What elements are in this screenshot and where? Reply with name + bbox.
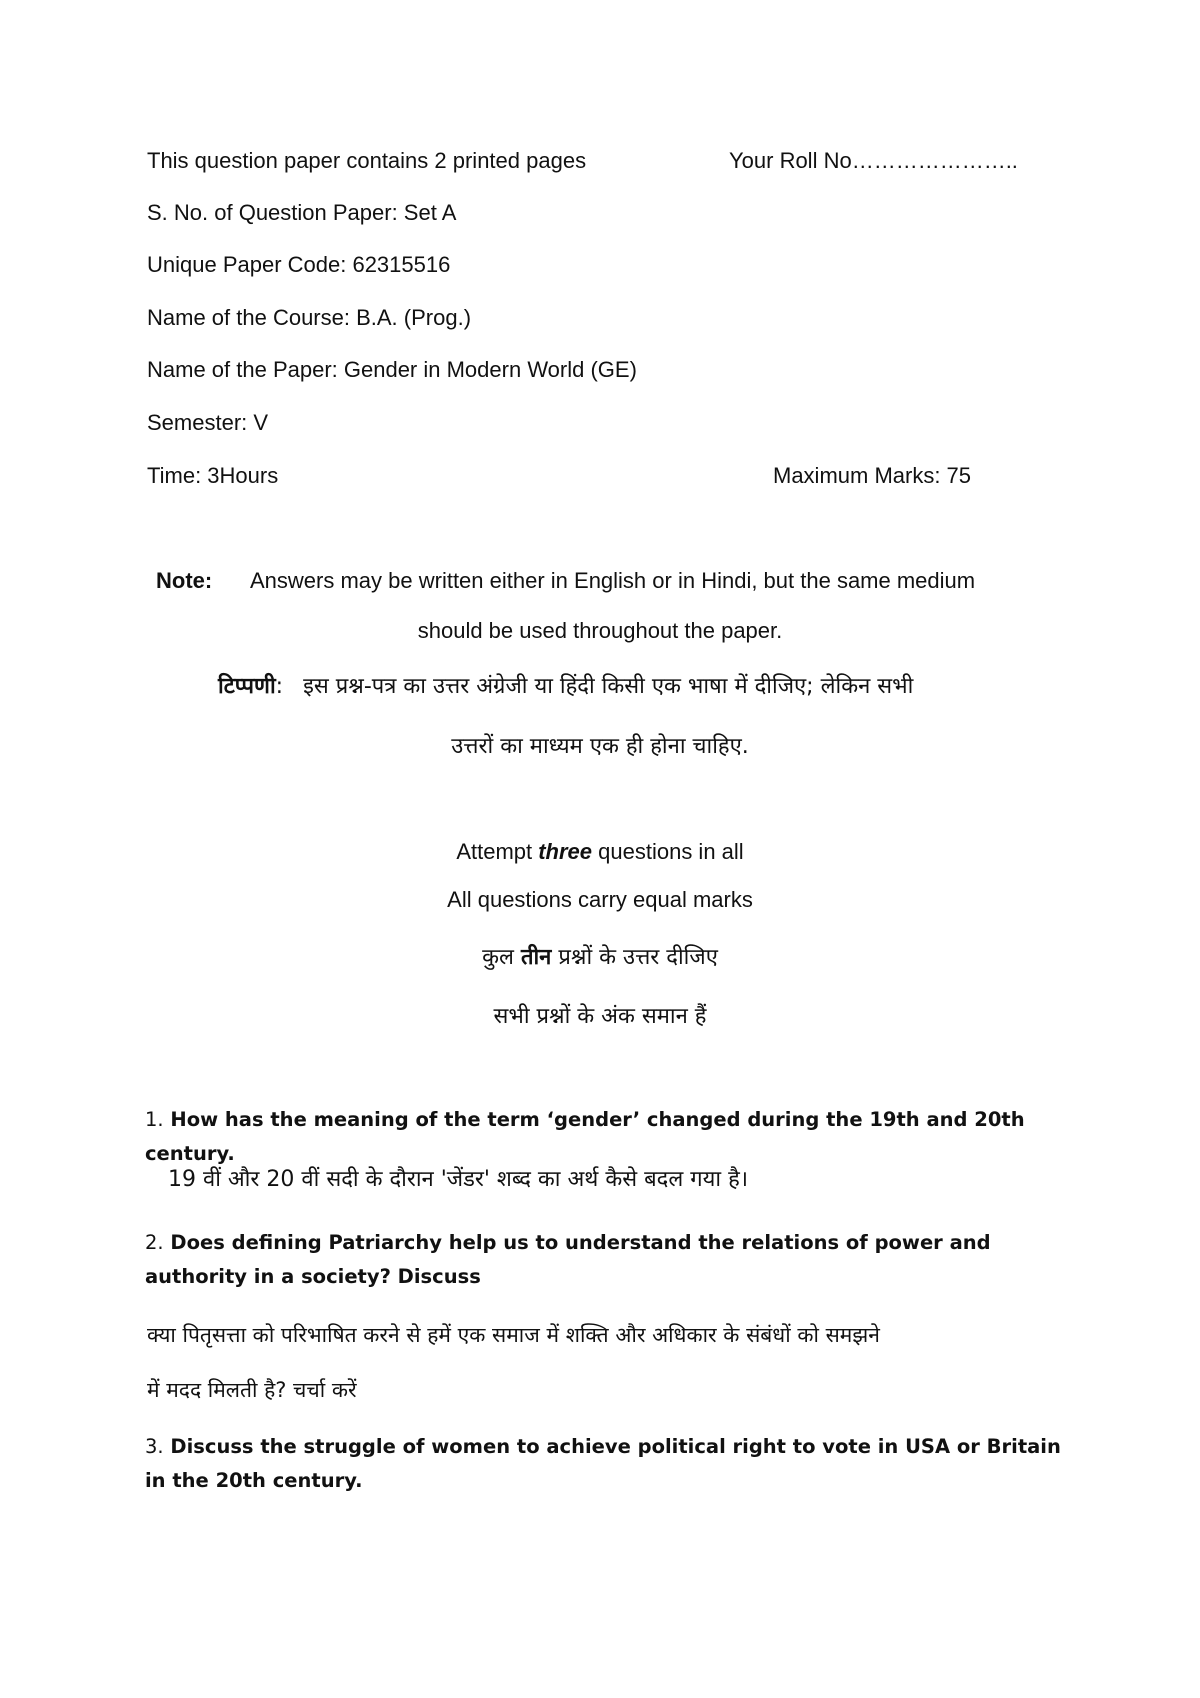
- semester: Semester: V: [147, 410, 269, 435]
- hindi-attempt-pre: कुल: [482, 945, 521, 970]
- exam-time: Time: 3Hours: [147, 463, 279, 488]
- paper-name: Name of the Paper: Gender in Modern World (GE): [147, 357, 637, 382]
- question-2-english: Does defining Patriarchy help us to understand the relations of power and authority in a society? Discuss: [145, 1231, 991, 1288]
- hindi-attempt-instruction: [0, 944, 1200, 972]
- hindi-note-line-2: उत्तरों का माध्यम एक ही होना चाहिए.: [451, 734, 749, 759]
- question-1-english: How has the meaning of the term ‘gender’ changed during the 19th and 20th century.: [145, 1108, 1025, 1165]
- question-number: 2.: [145, 1231, 164, 1254]
- question-number: 3.: [145, 1435, 164, 1458]
- attempt-post: questions in all: [592, 839, 744, 864]
- hindi-note-colon: :: [275, 674, 284, 699]
- hindi-note-line-1: इस प्रश्न-पत्र का उत्तर अंग्रेजी या हिंदी किसी एक भाषा में दीजिए; लेकिन सभी: [303, 674, 914, 699]
- question-number: 1.: [145, 1108, 164, 1131]
- attempt-pre: Attempt: [456, 839, 539, 864]
- maximum-marks: Maximum Marks: 75: [773, 463, 972, 488]
- attempt-instruction: [0, 838, 1200, 866]
- note-line-2: should be used throughout the paper.: [417, 618, 783, 643]
- serial-number: S. No. of Question Paper: Set A: [147, 200, 457, 225]
- roll-number-field: Your Roll No…………………..: [729, 148, 1018, 173]
- equal-marks-instruction: All questions carry equal marks: [447, 887, 753, 912]
- hindi-note: [218, 673, 913, 701]
- question-1-hindi: 19 वीं और 20 वीं सदी के दौरान 'जेंडर' शब्द का अर्थ कैसे बदल गया है।: [168, 1167, 749, 1192]
- note-label: Note:: [156, 568, 213, 593]
- hindi-attempt-post: प्रश्नों के उत्तर दीजिए: [551, 945, 718, 970]
- hindi-note-label: टिप्पणी: [218, 674, 276, 699]
- question-2-hindi-line-1: क्या पितृसत्ता को परिभाषित करने से हमें एक समाज में शक्ति और अधिकार के संबंधों को समझने: [147, 1323, 880, 1347]
- course-name: Name of the Course: B.A. (Prog.): [147, 305, 472, 330]
- hindi-attempt-emphasis: तीन: [520, 945, 552, 970]
- hindi-equal-marks: सभी प्रश्नों के अंक समान हैं: [493, 1004, 707, 1029]
- question-3-english: Discuss the struggle of women to achieve political right to vote in USA or Britain in the 20th century.: [145, 1435, 1061, 1492]
- question-3: [145, 1430, 1065, 1498]
- question-2-hindi-line-2: में मदद मिलती है? चर्चा करें: [147, 1378, 357, 1402]
- question-2: [145, 1226, 1065, 1294]
- pages-info: This question paper contains 2 printed pages: [147, 148, 587, 173]
- question-1: [145, 1103, 1065, 1171]
- note-line-1: Answers may be written either in English or in Hindi, but the same medium: [250, 568, 976, 593]
- attempt-emphasis: three: [538, 839, 593, 864]
- paper-code: Unique Paper Code: 62315516: [147, 252, 451, 277]
